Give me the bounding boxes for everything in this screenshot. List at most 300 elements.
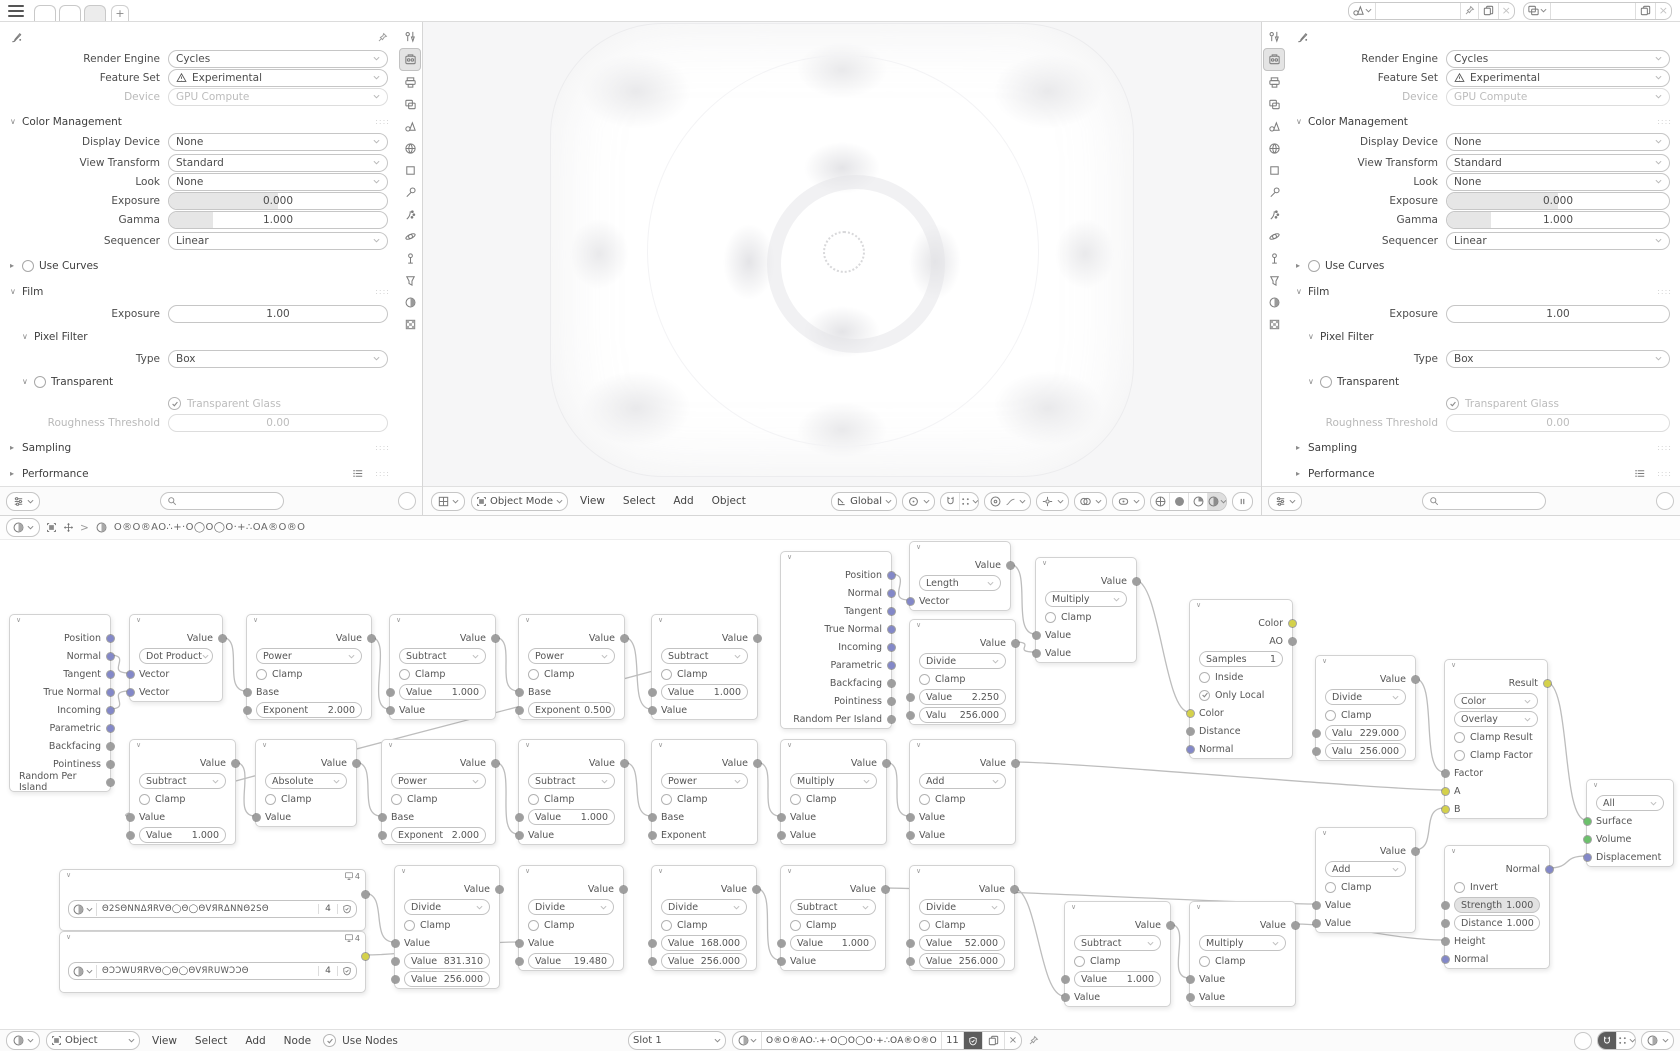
checkbox[interactable] <box>1320 376 1332 388</box>
node-out1[interactable] <box>1586 779 1674 867</box>
node-socket[interactable] <box>1187 746 1194 753</box>
node-checkbox[interactable] <box>1454 750 1465 761</box>
node-socket[interactable] <box>379 814 386 821</box>
node-socket[interactable] <box>379 832 386 839</box>
properties-tab-data-icon[interactable] <box>1264 270 1284 291</box>
node-socket[interactable] <box>649 832 656 839</box>
scene-selector[interactable] <box>1348 2 1515 20</box>
node-socket[interactable] <box>888 716 895 723</box>
node-socket[interactable] <box>1442 938 1449 945</box>
node-socket[interactable] <box>1412 676 1419 683</box>
node-socket[interactable] <box>1033 650 1040 657</box>
material-name-field[interactable]: O®O®AO∴+·O◯O◯O·+∴OA®O®O <box>762 1032 942 1049</box>
node-operation-dropdown[interactable]: Subtract <box>528 773 615 789</box>
node-checkbox[interactable] <box>399 669 410 680</box>
node-mul3[interactable] <box>1189 901 1296 1007</box>
node-operation-dropdown[interactable]: Power <box>661 773 748 789</box>
dropdown-feature-set[interactable]: Experimental <box>1446 69 1670 87</box>
node-socket[interactable] <box>232 760 239 767</box>
node-socket[interactable] <box>1012 760 1019 767</box>
node-operation-dropdown[interactable]: Divide <box>919 653 1006 669</box>
menu-object[interactable]: Object <box>711 495 746 507</box>
node-operation-dropdown[interactable]: Multiply <box>1045 591 1127 607</box>
copy-icon[interactable] <box>1479 3 1499 19</box>
node-operation-dropdown[interactable]: Absolute <box>265 773 347 789</box>
node-socket[interactable] <box>620 886 627 893</box>
node-socket[interactable] <box>127 671 134 678</box>
node-checkbox[interactable] <box>1454 732 1465 743</box>
node-socket[interactable] <box>882 886 889 893</box>
options-button[interactable] <box>398 492 416 510</box>
node-socket[interactable] <box>1442 788 1449 795</box>
node-sub2[interactable] <box>651 614 758 720</box>
proportional-editing-dropdown[interactable] <box>984 492 1031 511</box>
3d-viewport[interactable] <box>423 22 1261 515</box>
node-socket[interactable] <box>1062 994 1069 1001</box>
node-value-field[interactable]: Value 19.480 <box>528 953 614 969</box>
node-operation-dropdown[interactable]: Subtract <box>790 899 876 915</box>
add-workspace-button[interactable]: + <box>111 5 129 21</box>
menu-add[interactable]: Add <box>673 495 694 507</box>
node-len1[interactable] <box>909 541 1011 611</box>
node-value-field[interactable]: Exponent 0.500 <box>528 702 615 718</box>
node-checkbox[interactable] <box>661 920 672 931</box>
properties-tab-object-icon[interactable] <box>400 160 420 181</box>
node-socket[interactable] <box>387 689 394 696</box>
checkbox[interactable] <box>1308 260 1320 272</box>
node-socket[interactable] <box>649 958 656 965</box>
node-socket[interactable] <box>888 626 895 633</box>
properties-tab-particles-icon[interactable] <box>1264 204 1284 225</box>
slider-exposure[interactable]: 0.000 <box>1446 192 1670 210</box>
node-socket[interactable] <box>1584 854 1591 861</box>
node-socket[interactable] <box>1313 902 1320 909</box>
node-socket[interactable] <box>1442 920 1449 927</box>
copy-icon[interactable] <box>1636 3 1656 19</box>
node-value-field[interactable]: Exponent 2.000 <box>256 702 362 718</box>
material-slot-dropdown[interactable]: Slot 1 <box>628 1031 726 1050</box>
close-icon[interactable]: × <box>1658 4 1668 17</box>
search-input[interactable] <box>160 492 284 510</box>
app-menu-icon[interactable] <box>8 5 24 17</box>
node-socket[interactable] <box>778 814 785 821</box>
fake-user-shield-icon[interactable] <box>964 1032 983 1049</box>
browse-dropdown[interactable] <box>69 903 97 916</box>
properties-tab-material-icon[interactable] <box>1264 292 1284 313</box>
xray-toggle[interactable] <box>1112 492 1145 511</box>
node-socket[interactable] <box>516 958 523 965</box>
node-socket[interactable] <box>907 598 914 605</box>
proportional-edit-toggle[interactable] <box>1574 1032 1592 1050</box>
node-operation-dropdown[interactable]: Multiply <box>790 773 877 789</box>
shading-solid-button[interactable] <box>1170 493 1189 510</box>
checkbox-transparent-glass[interactable]: Transparent Glass <box>168 397 388 410</box>
checkbox[interactable] <box>22 260 34 272</box>
node-checkbox[interactable] <box>790 794 801 805</box>
editor-type-button[interactable] <box>1268 492 1302 511</box>
node-socket[interactable] <box>219 635 226 642</box>
workspace-tab-active[interactable] <box>84 5 106 21</box>
node-socket[interactable] <box>883 760 890 767</box>
node-header[interactable]: ∨ <box>916 543 922 551</box>
node-operation-dropdown[interactable]: Overlay <box>1454 711 1538 727</box>
node-socket[interactable] <box>888 662 895 669</box>
dropdown-render-engine[interactable]: Cycles <box>168 50 388 68</box>
node-checkbox[interactable] <box>1045 612 1056 623</box>
slider-gamma[interactable]: 1.000 <box>1446 211 1670 229</box>
node-checkbox[interactable] <box>1325 882 1336 893</box>
snap-toggle-on[interactable] <box>1598 1032 1617 1049</box>
node-socket[interactable] <box>362 891 369 898</box>
shading-material-button[interactable] <box>1189 493 1208 510</box>
node-div2[interactable] <box>1315 655 1416 761</box>
dropdown-display-device[interactable]: None <box>1446 133 1670 151</box>
node-operation-dropdown[interactable]: Divide <box>528 899 614 915</box>
node-socket[interactable] <box>649 814 656 821</box>
node-socket[interactable] <box>1546 866 1553 873</box>
node-operation-dropdown[interactable]: Divide <box>919 899 1005 915</box>
scene-name-field[interactable] <box>1376 3 1461 19</box>
node-operation-dropdown[interactable]: Power <box>391 773 486 789</box>
pin-icon[interactable] <box>1028 1035 1039 1046</box>
node-socket[interactable] <box>516 940 523 947</box>
node-operation-dropdown[interactable]: Subtract <box>661 648 748 664</box>
node-value-field[interactable]: Valu 256.000 <box>1325 743 1406 759</box>
menu-view[interactable]: View <box>580 495 605 507</box>
node-div6[interactable] <box>909 865 1015 971</box>
node-operation-dropdown[interactable]: Length <box>919 575 1001 591</box>
dropdown-sequencer[interactable]: Linear <box>168 232 388 250</box>
node-operation-dropdown[interactable]: Subtract <box>399 648 486 664</box>
node-socket[interactable] <box>1584 836 1591 843</box>
scene-icon[interactable] <box>1349 3 1376 19</box>
field-exposure[interactable]: 1.00 <box>1446 305 1670 323</box>
node-socket[interactable] <box>778 958 785 965</box>
node-socket[interactable] <box>107 635 114 642</box>
material-user-count[interactable]: 11 <box>942 1032 964 1049</box>
node-header[interactable]: ∨ <box>787 867 793 875</box>
dropdown-look[interactable]: None <box>1446 173 1670 191</box>
node-bump[interactable] <box>1444 845 1550 969</box>
node-checkbox[interactable] <box>790 920 801 931</box>
node-operation-dropdown[interactable]: Add <box>919 773 1006 789</box>
node-checkbox[interactable] <box>404 920 415 931</box>
node-header[interactable]: ∨ 4 <box>66 871 360 881</box>
node-socket[interactable] <box>107 761 114 768</box>
node-operation-dropdown[interactable]: Subtract <box>139 773 226 789</box>
node-add2[interactable] <box>1315 827 1416 933</box>
node-socket[interactable] <box>496 886 503 893</box>
node-header[interactable]: ∨ <box>396 616 402 624</box>
node-socket[interactable] <box>1292 922 1299 929</box>
properties-tab-particles-icon[interactable] <box>400 204 420 225</box>
node-socket[interactable] <box>649 940 656 947</box>
node-checkbox[interactable] <box>1199 690 1210 701</box>
field-roughness-threshold[interactable]: 0.00 <box>168 414 388 432</box>
node-header[interactable]: ∨ <box>1071 903 1077 911</box>
node-operation-dropdown[interactable]: Add <box>1325 861 1406 877</box>
node-header[interactable]: ∨ <box>388 741 394 749</box>
node-operation-dropdown[interactable]: Divide <box>661 899 747 915</box>
shader-type-dropdown[interactable]: Object <box>46 1031 140 1050</box>
node-operation-dropdown[interactable]: Power <box>528 648 615 664</box>
node-value-field[interactable]: Value 1.000 <box>1074 971 1161 987</box>
properties-tab-constraints-icon[interactable] <box>400 248 420 269</box>
properties-tab-texture-icon[interactable] <box>400 314 420 335</box>
node-pow3[interactable] <box>381 739 496 845</box>
node-socket[interactable] <box>888 608 895 615</box>
node-header[interactable]: ∨ <box>658 616 664 624</box>
node-pow1[interactable] <box>246 614 372 720</box>
node-value-field[interactable]: Value 1.000 <box>139 827 226 843</box>
overlays-dropdown[interactable] <box>1641 1031 1674 1050</box>
properties-tab-physics-icon[interactable] <box>400 226 420 247</box>
node-add1[interactable] <box>909 739 1016 845</box>
node-header[interactable]: ∨ <box>401 867 407 875</box>
node-header[interactable]: ∨ <box>1042 559 1048 567</box>
node-socket[interactable] <box>1412 848 1419 855</box>
node-value-field[interactable]: Value 256.000 <box>404 971 490 987</box>
pivot-point-dropdown[interactable] <box>902 492 935 511</box>
snap-target-dropdown[interactable] <box>1617 1032 1635 1049</box>
properties-tab-output-icon[interactable] <box>1264 72 1284 93</box>
node-socket[interactable] <box>127 832 134 839</box>
slider-gamma[interactable]: 1.000 <box>168 211 388 229</box>
dropdown-display-device[interactable]: None <box>168 133 388 151</box>
node-socket[interactable] <box>1442 956 1449 963</box>
node-canvas[interactable] <box>0 539 1680 1030</box>
node-mul1[interactable] <box>780 739 887 845</box>
node-socket[interactable] <box>649 707 656 714</box>
node-socket[interactable] <box>907 814 914 821</box>
shield-icon[interactable] <box>337 966 356 976</box>
properties-tab-render-icon[interactable] <box>1263 48 1285 71</box>
node-checkbox[interactable] <box>256 669 267 680</box>
node-header[interactable]: ∨ <box>1322 829 1328 837</box>
node-checkbox[interactable] <box>1454 882 1465 893</box>
node-socket[interactable] <box>907 958 914 965</box>
snap-toggle[interactable] <box>941 493 960 510</box>
node-socket[interactable] <box>888 644 895 651</box>
node-value-field[interactable]: Value 1.000 <box>661 684 748 700</box>
node-value-field[interactable]: Value 256.000 <box>661 953 747 969</box>
section-transparent[interactable]: ∨ Transparent <box>22 375 114 388</box>
node-ao[interactable] <box>1189 599 1293 759</box>
node-header[interactable]: ∨ <box>16 616 22 624</box>
pause-render-button[interactable] <box>1232 492 1253 511</box>
node-header[interactable]: ∨ <box>525 867 531 875</box>
properties-tab-modifiers-icon[interactable] <box>400 182 420 203</box>
node-socket[interactable] <box>1187 994 1194 1001</box>
node-checkbox[interactable] <box>265 794 276 805</box>
node-socket[interactable] <box>107 725 114 732</box>
workspace-tab[interactable] <box>59 5 81 21</box>
node-checkbox[interactable] <box>919 920 930 931</box>
dropdown-device[interactable]: GPU Compute <box>168 88 388 106</box>
view-layer-icon[interactable] <box>1524 3 1551 19</box>
dropdown-view-transform[interactable]: Standard <box>1446 154 1670 172</box>
section-performance[interactable]: ▸ Performance :::: <box>10 467 390 480</box>
section-film[interactable]: ∨ Film :::: <box>10 285 390 298</box>
user-count[interactable]: 4 <box>318 904 337 914</box>
copy-icon[interactable] <box>983 1032 1005 1049</box>
properties-tab-modifiers-icon[interactable] <box>1264 182 1284 203</box>
dropdown-look[interactable]: None <box>168 173 388 191</box>
snap-target-dropdown[interactable] <box>960 493 978 510</box>
node-header[interactable]: ∨ <box>262 741 268 749</box>
section-film[interactable]: ∨ Film :::: <box>1296 285 1672 298</box>
node-socket[interactable] <box>107 707 114 714</box>
node-socket[interactable] <box>888 572 895 579</box>
node-header[interactable]: ∨ <box>916 867 922 875</box>
node-socket[interactable] <box>107 743 114 750</box>
node-socket[interactable] <box>621 635 628 642</box>
node-operation-dropdown[interactable]: Power <box>256 648 362 664</box>
node-socket[interactable] <box>492 760 499 767</box>
node-socket[interactable] <box>1062 976 1069 983</box>
node-socket[interactable] <box>107 689 114 696</box>
node-value-field[interactable]: Value 1.000 <box>399 684 486 700</box>
node-socket[interactable] <box>492 635 499 642</box>
section-color-management[interactable]: ∨ Color Management :::: <box>10 115 390 128</box>
node-socket[interactable] <box>107 653 114 660</box>
properties-tab-world-icon[interactable] <box>1264 138 1284 159</box>
node-socket[interactable] <box>1442 770 1449 777</box>
node-g2[interactable] <box>780 551 892 729</box>
node-value-field[interactable]: Value 168.000 <box>661 935 747 951</box>
editor-type-button[interactable] <box>6 518 40 537</box>
dropdown-render-engine[interactable]: Cycles <box>1446 50 1670 68</box>
node-socket[interactable] <box>362 953 369 960</box>
shading-wireframe-button[interactable] <box>1151 493 1170 510</box>
node-header[interactable]: ∨ <box>787 553 793 561</box>
node-g1[interactable] <box>9 614 111 792</box>
properties-tab-material-icon[interactable] <box>400 292 420 313</box>
node-value-field[interactable]: Value 1.000 <box>790 935 876 951</box>
user-count[interactable]: 4 <box>318 966 337 976</box>
menu-select[interactable]: Select <box>194 1034 228 1047</box>
properties-tab-tool-icon[interactable] <box>1264 26 1284 47</box>
node-socket[interactable] <box>1313 920 1320 927</box>
section-pixel-filter[interactable]: ∨ Pixel Filter <box>1308 330 1374 343</box>
node-mix[interactable] <box>1444 659 1548 819</box>
node-header[interactable]: ∨ <box>658 867 664 875</box>
checkbox-transparent-glass[interactable]: Transparent Glass <box>1446 397 1670 410</box>
node-div1[interactable] <box>909 619 1016 725</box>
node-operation-dropdown[interactable]: All <box>1596 795 1664 811</box>
pin-icon[interactable] <box>1461 3 1479 19</box>
node-operation-dropdown[interactable]: Multiply <box>1199 935 1286 951</box>
node-value-field[interactable]: Distance 1.000 <box>1454 915 1540 931</box>
node-socket[interactable] <box>1187 710 1194 717</box>
node-socket[interactable] <box>1187 728 1194 735</box>
pin-icon[interactable] <box>377 32 388 43</box>
node-socket[interactable] <box>1289 620 1296 627</box>
node-socket[interactable] <box>1584 818 1591 825</box>
node-value-field[interactable]: Value 256.000 <box>919 953 1005 969</box>
menu-add[interactable]: Add <box>245 1034 266 1047</box>
search-input[interactable] <box>1422 492 1546 510</box>
node-checkbox[interactable] <box>661 669 672 680</box>
node-checkbox[interactable] <box>919 674 930 685</box>
node-checkbox[interactable] <box>1074 956 1085 967</box>
properties-tab-world-icon[interactable] <box>400 138 420 159</box>
view-layer-selector[interactable] <box>1523 2 1672 20</box>
node-pow2[interactable] <box>518 614 625 720</box>
node-header[interactable]: ∨ <box>253 616 259 624</box>
node-value-field[interactable]: Value 831.310 <box>404 953 490 969</box>
node-checkbox[interactable] <box>1199 956 1210 967</box>
node-checkbox[interactable] <box>528 920 539 931</box>
node-checkbox[interactable] <box>391 794 402 805</box>
node-sub4[interactable] <box>518 739 625 845</box>
editor-type-button[interactable] <box>431 492 465 511</box>
node-checkbox[interactable] <box>919 794 930 805</box>
node-group-grp1[interactable] <box>59 869 366 931</box>
properties-tab-data-icon[interactable] <box>400 270 420 291</box>
node-sub5[interactable] <box>780 865 886 971</box>
use-nodes-checkbox[interactable]: Use Nodes <box>323 1034 398 1047</box>
node-operation-dropdown[interactable]: Divide <box>1325 689 1406 705</box>
node-socket[interactable] <box>888 680 895 687</box>
node-socket[interactable] <box>1007 562 1014 569</box>
node-sub1[interactable] <box>389 614 496 720</box>
node-group-grp2[interactable] <box>59 931 366 993</box>
properties-tab-scene-icon[interactable] <box>1264 116 1284 137</box>
node-socket[interactable] <box>253 814 260 821</box>
node-header[interactable]: ∨ <box>1196 601 1202 609</box>
node-socket[interactable] <box>244 689 251 696</box>
node-header[interactable]: ∨ <box>1451 661 1457 669</box>
node-mul2[interactable] <box>1035 557 1137 663</box>
node-operation-dropdown[interactable]: Dot Product <box>139 648 213 664</box>
node-header[interactable]: ∨ <box>916 621 922 629</box>
section-performance[interactable]: ▸ Performance :::: <box>1296 467 1672 480</box>
node-socket[interactable] <box>907 694 914 701</box>
properties-tab-render-icon[interactable] <box>399 48 421 71</box>
node-value-field[interactable]: Value 2.250 <box>919 689 1006 705</box>
node-value-field[interactable]: Value 52.000 <box>919 935 1005 951</box>
section-pixel-filter[interactable]: ∨ Pixel Filter <box>22 330 88 343</box>
node-socket[interactable] <box>1011 886 1018 893</box>
properties-tab-object-icon[interactable] <box>1264 160 1284 181</box>
section-use-curves[interactable]: ▸ Use Curves <box>10 259 99 272</box>
node-socket[interactable] <box>621 760 628 767</box>
node-header[interactable]: ∨ <box>136 741 142 749</box>
node-checkbox[interactable] <box>528 669 539 680</box>
node-header[interactable]: ∨ 4 <box>66 933 360 943</box>
node-div4[interactable] <box>518 865 624 971</box>
mode-dropdown[interactable]: Object Mode <box>471 492 568 511</box>
browse-dropdown[interactable] <box>69 965 97 978</box>
node-value-field[interactable]: Value 1.000 <box>528 809 615 825</box>
node-checkbox[interactable] <box>661 794 672 805</box>
node-socket[interactable] <box>387 707 394 714</box>
node-socket[interactable] <box>753 886 760 893</box>
node-socket[interactable] <box>1313 730 1320 737</box>
properties-tab-texture-icon[interactable] <box>1264 314 1284 335</box>
node-socket[interactable] <box>888 698 895 705</box>
node-value-field[interactable]: Samples 1 <box>1199 651 1283 667</box>
node-div3[interactable] <box>394 865 500 989</box>
editor-type-button[interactable] <box>6 492 40 511</box>
node-socket[interactable] <box>778 940 785 947</box>
overlays-dropdown[interactable] <box>1074 492 1107 511</box>
node-socket[interactable] <box>907 712 914 719</box>
node-socket[interactable] <box>1187 976 1194 983</box>
field-exposure[interactable]: 1.00 <box>168 305 388 323</box>
node-header[interactable]: ∨ <box>787 741 793 749</box>
